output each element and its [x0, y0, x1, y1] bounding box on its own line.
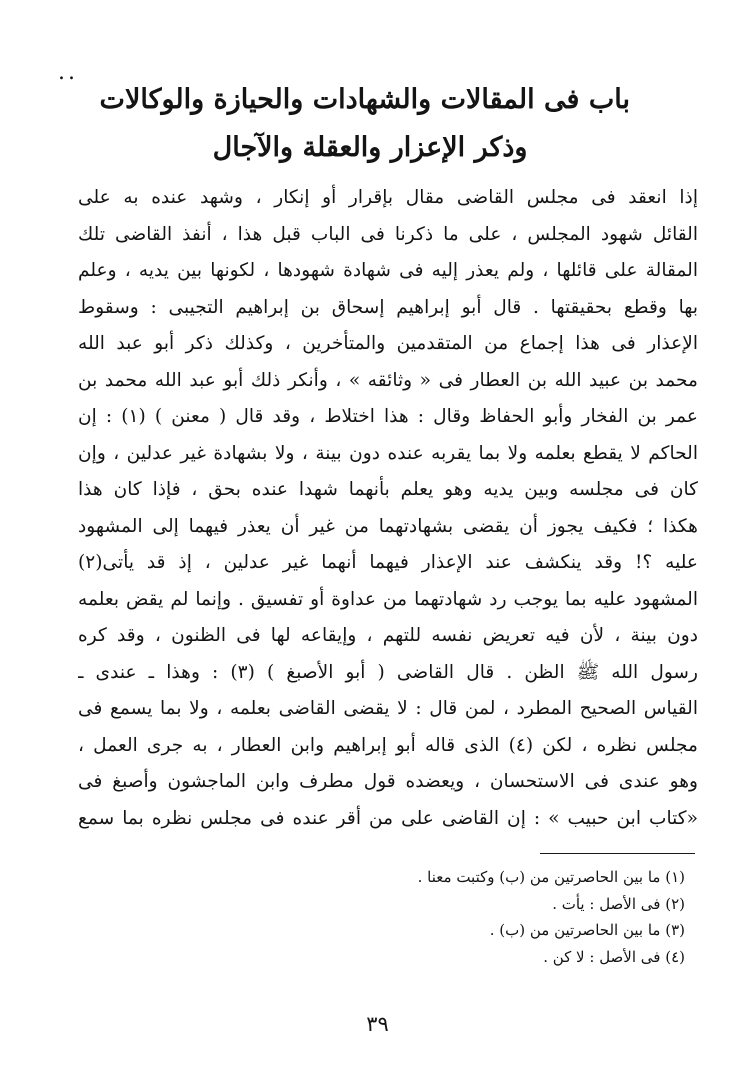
body-line: «كتاب ابن حبيب » : إن القاضى على من أقر عنده فى مجلس نظره بما سمع [78, 807, 698, 829]
footnotes [78, 864, 685, 970]
chapter-title-line-1: باب فى المقالات والشهادات والحيازة والوكالات [99, 84, 630, 115]
body-line: إذا انعقد فى مجلس القاضى مقال بإقرار أو إنكار ، وشهد عنده به على [78, 187, 698, 208]
body-line: المشهود عليه بما يوجب رد شهادتهما من عداوة أو تفسيق . وإنما لم يقض بعلمه [78, 588, 698, 610]
body-line: دون بينة ، لأن فيه تعريض نفسه للتهم ، وإيقاعه لها فى الظنون ، وقد كره [78, 625, 698, 646]
body-line: عمر بن الفخار وأبو الحفاظ وقال : هذا اختلاط ، وقد قال ( معنن ) (١) : إن [78, 406, 698, 427]
body-line: كان فى مجلسه وبين يديه وهو يعلم بأنهما شهدا عنده بحق ، فإذا كان هذا [78, 479, 698, 500]
body-line: عليه ؟! وقد ينكشف عند الإعذار فيهما أنهما غير عدلين ، إذ قد يأتى(٢) [78, 552, 698, 573]
body-line: الحاكم لا يقطع بعلمه ولا بما يقربه عنده دون بينة ، ولا بشهادة غير عدلين ، وإن [78, 442, 698, 464]
body-line: محمد بن عبيد الله بن العطار فى « وثائقه » ، وأنكر ذلك أبو عبد الله محمد بن [78, 369, 698, 391]
footnote: (٢) فى الأصل : يأت . [552, 894, 685, 913]
body-line: بها وقطع بحقيقتها . قال أبو إبراهيم إسحاق بن إبراهيم التجيبى : وسقوط [78, 296, 698, 318]
chapter-title-line-2: وذكر الإعزار والعقلة والآجال [212, 132, 528, 163]
footnote: (١) ما بين الحاصرتين من (ب) وكتبت معنا . [417, 868, 685, 886]
footnote: (٤) فى الأصل : لا كن . [543, 947, 685, 966]
body-line: مجلس نظره ، لكن (٤) الذى قاله أبو إبراهيم وابن العطار ، به جرى العمل ، [78, 734, 698, 756]
body-text [78, 180, 698, 837]
body-line: الإعذار فى هذا إجماع من المتقدمين والمتأخرين ، وكذلك ذكر أبو عبد الله [78, 333, 698, 354]
body-line: القائل شهود المجلس ، على ما ذكرنا فى الباب قبل هذا ، أنفذ القاضى تلك [78, 223, 698, 245]
body-line: رسول الله ﷺ الظن . قال القاضى ( أبو الأصبغ ) (٣) : وهذا ـ عندى ـ [78, 661, 698, 683]
body-line: القياس الصحيح المطرد ، لمن قال : لا يقضى القاضى بعلمه ، ولا بما يسمع فى [78, 698, 698, 719]
body-line: وهو عندى فى الاستحسان ، ويعضده قول مطرف وابن الماجشون وأصبغ فى [78, 771, 698, 792]
footnote-separator [540, 853, 695, 854]
body-line: هكذا ؛ فكيف يجوز أن يقضى بشهادتهما من غير أن يعذر فيهما إلى المشهود [78, 515, 698, 537]
footnote: (٣) ما بين الحاصرتين من (ب) . [489, 921, 685, 939]
page-number: ٣٩ [366, 1012, 389, 1036]
body-line: المقالة على قائلها ، ولم يعذر إليه فى شهادة شهودها ، لكونها بين يديه ، وعلم [78, 260, 698, 281]
corner-mark: .. [58, 60, 78, 85]
